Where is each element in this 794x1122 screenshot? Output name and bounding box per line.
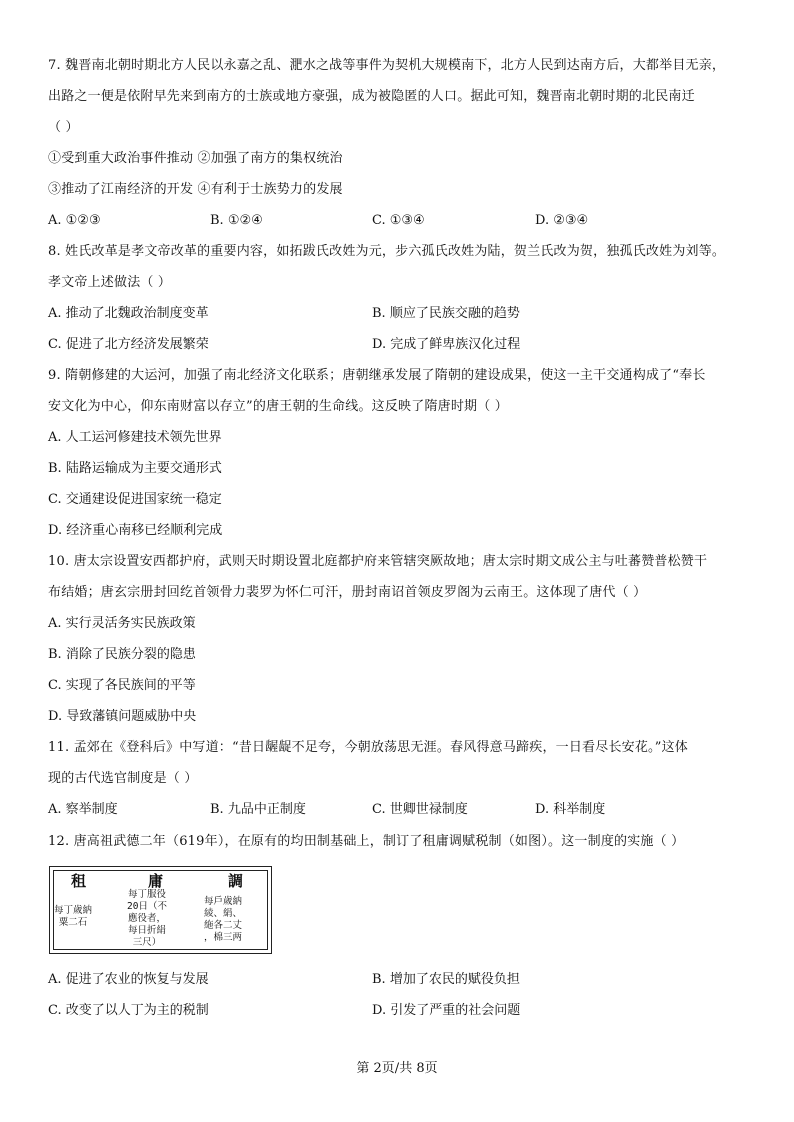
q10-option-a: A. 实行灵活务实民族政策 (48, 616, 196, 631)
q7-option-b: B. ①②④ (210, 213, 263, 228)
q12-stem-line1: 12. 唐高祖武德二年（619年），在原有的均田制基础上，制订了租庸调赋税制（如图）。这一制度的实施（ ） (48, 834, 685, 849)
q7-stem-line1: 7. 魏晋南北朝时期北方人民以永嘉之乱、淝水之战等事件为契机大规模南下，北方人民到达南方后，大都举目无亲， (48, 58, 726, 73)
q7-option-a: A. ①②③ (48, 213, 101, 228)
table-header-zu: 租 (71, 872, 87, 890)
table-cell-zu: 每丁歲納 粟二石 (54, 905, 93, 928)
table-header-yong: 庸 (148, 872, 164, 890)
q12-option-d: D. 引发了严重的社会问题 (372, 1003, 521, 1018)
q8-stem-line1: 8. 姓氏改革是孝文帝改革的重要内容，如拓跋氏改姓为元，步六孤氏改姓为陆，贺兰氏改为贺，独孤氏改姓为刘等。 (48, 244, 726, 259)
q7-option-d: D. ②③④ (535, 213, 589, 228)
q9-option-c: C. 交通建设促进国家统一稳定 (48, 492, 222, 507)
q10-option-b: B. 消除了民族分裂的隐患 (48, 647, 196, 662)
q11-option-b: B. 九品中正制度 (210, 802, 306, 817)
table-cell-yong: 每丁服役 20日（不 應役者， 每日折絹 三尺） (127, 889, 167, 948)
q7-item-row1: ①受到重大政治事件推动 ②加强了南方的集权统治 (48, 151, 343, 166)
q11-option-d: D. 科举制度 (535, 802, 606, 817)
q9-stem-line1: 9. 隋朝修建的大运河，加强了南北经济文化联系；唐朝继承发展了隋朝的建设成果，使这一主干交通构成了“奉长 (48, 368, 706, 383)
q12-option-a: A. 促进了农业的恢复与发展 (48, 972, 209, 987)
table-header-diao: 調 (228, 872, 244, 890)
q11-option-c: C. 世卿世禄制度 (372, 802, 468, 817)
q11-stem-line1: 11. 孟郊在《登科后》中写道：“昔日龌龊不足夸，今朝放荡思无涯。春风得意马蹄疾，一日看尽长安花。”这体 (48, 740, 688, 755)
q7-answer-blank: （ ） (48, 120, 79, 135)
q9-option-b: B. 陆路运输成为主要交通形式 (48, 461, 222, 476)
page-number-footer: 第 2页/共 8页 (356, 1061, 438, 1076)
q9-option-a: A. 人工运河修建技术领先世界 (48, 430, 222, 445)
q10-stem-line2: 布结婚；唐玄宗册封回纥首领骨力裴罗为怀仁可汗，册封南诏首领皮罗阁为云南王。这体现了唐代（ ） (48, 585, 647, 600)
q12-option-b: B. 增加了农民的赋役负担 (372, 972, 520, 987)
q12-option-c: C. 改变了以人丁为主的税制 (48, 1003, 209, 1018)
zuyongdiao-table (49, 866, 272, 954)
q9-option-d: D. 经济重心南移已经顺利完成 (48, 523, 223, 538)
q10-option-d: D. 导致藩镇问题威胁中央 (48, 709, 197, 724)
q8-option-b: B. 顺应了民族交融的趋势 (372, 306, 520, 321)
q10-stem-line1: 10. 唐太宗设置安西都护府，武则天时期设置北庭都护府来管辖突厥故地；唐太宗时期文成公主与吐蕃赞普松赞干 (48, 554, 708, 569)
q11-option-a: A. 察举制度 (48, 802, 118, 817)
q7-stem-line2: 出路之一便是依附早先来到南方的士族或地方豪强，成为被隐匿的人口。据此可知，魏晋南北朝时期的北民南迁 (48, 89, 695, 104)
q8-option-d: D. 完成了鲜卑族汉化过程 (372, 337, 521, 352)
q7-item-row2: ③推动了江南经济的开发 ④有利于士族势力的发展 (48, 182, 343, 197)
q9-stem-line2: 安文化为中心，仰东南财富以存立”的唐王朝的生命线。这反映了隋唐时期（ ） (48, 399, 508, 414)
q8-option-a: A. 推动了北魏政治制度变革 (48, 306, 209, 321)
q10-option-c: C. 实现了各民族间的平等 (48, 678, 196, 693)
q8-option-c: C. 促进了北方经济发展繁荣 (48, 337, 209, 352)
q8-stem-line2: 孝文帝上述做法（ ） (48, 275, 172, 290)
q11-stem-line2: 现的古代选官制度是（ ） (48, 771, 198, 786)
table-cell-diao: 每戶歲納 綾、絹、 絁各二丈 ，棉三两 (204, 896, 243, 943)
q7-option-c: C. ①③④ (372, 213, 425, 228)
